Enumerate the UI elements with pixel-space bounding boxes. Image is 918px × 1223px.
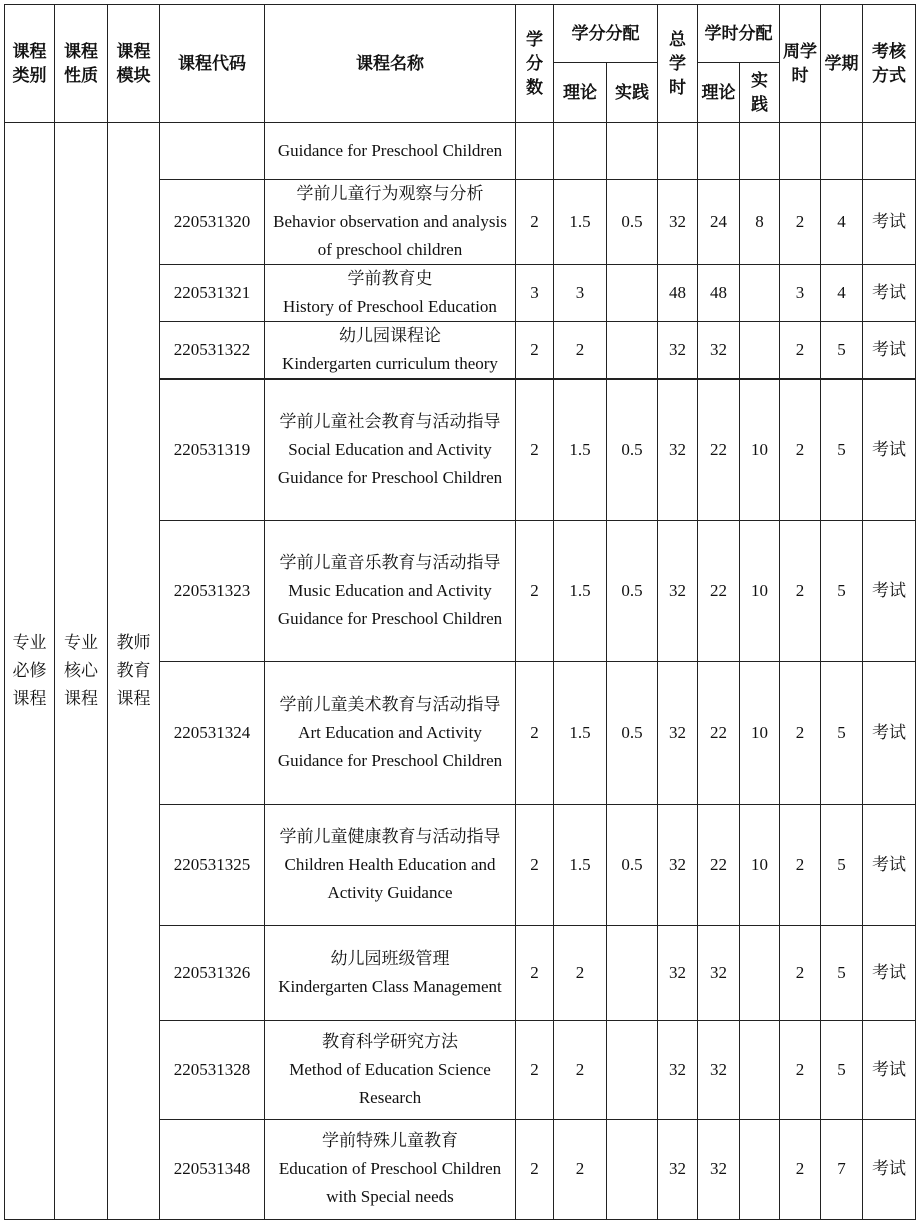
credit-practice: 0.5 [607,180,658,265]
total-hours: 48 [658,265,698,322]
credit-theory: 2 [554,925,607,1020]
header-hour-alloc: 学时分配 [698,5,780,63]
course-name [265,322,516,380]
course-name-en: Education of Preschool Children with Special needs [278,1159,502,1206]
course-name-en: Kindergarten curriculum theory [282,354,498,373]
hour-theory: 48 [698,265,740,322]
credit-theory: 3 [554,265,607,322]
credits: 2 [516,804,554,925]
semester: 5 [821,379,863,520]
weekly-hours: 2 [780,925,821,1020]
credit-practice: 0.5 [607,661,658,804]
weekly-hours: 2 [780,661,821,804]
course-name-cn: 学前教育史 [347,269,433,288]
credit-theory: 1.5 [554,180,607,265]
weekly-hours: 2 [780,1119,821,1219]
hour-practice [740,265,780,322]
hour-practice: 8 [740,180,780,265]
credit-theory [554,123,607,180]
course-name-en: Guidance for Preschool Children [277,141,503,160]
course-code [160,123,265,180]
course-name-en: History of Preschool Education [283,297,497,316]
semester: 5 [821,1020,863,1119]
course-name-en: Music Education and Activity Guidance for Preschool Children [277,580,503,628]
credit-practice [607,265,658,322]
credits: 2 [516,925,554,1020]
course-name-cn: 学前儿童音乐教育与活动指导 [279,552,501,572]
hour-theory: 22 [698,520,740,661]
weekly-hours: 2 [780,1020,821,1119]
course-code: 220531328 [160,1020,265,1119]
credits: 2 [516,520,554,661]
total-hours: 32 [658,379,698,520]
credit-theory: 1.5 [554,520,607,661]
hour-practice [740,1119,780,1219]
assessment: 考试 [863,180,916,265]
course-name-cn: 学前特殊儿童教育 [322,1131,458,1150]
course-name-en: Behavior observation and analysis of preschool children [273,212,507,259]
total-hours: 32 [658,322,698,380]
credit-theory: 2 [554,1119,607,1219]
header-hour-practice: 实践 [740,63,780,123]
credit-practice: 0.5 [607,379,658,520]
credits: 2 [516,379,554,520]
total-hours: 32 [658,180,698,265]
hour-theory: 32 [698,1020,740,1119]
course-code: 220531320 [160,180,265,265]
course-name-en: Art Education and Activity Guidance for Preschool Children [277,722,503,770]
course-name-en: Method of Education Science Research [289,1059,491,1107]
course-code: 220531348 [160,1119,265,1219]
header-credit-theory: 理论 [554,63,607,123]
semester: 7 [821,1119,863,1219]
hour-practice: 10 [740,379,780,520]
course-code: 220531319 [160,379,265,520]
course-name-cn: 学前儿童美术教育与活动指导 [279,694,501,714]
course-code: 220531321 [160,265,265,322]
group-module: 教师教育课程 [108,123,160,1220]
hour-theory: 32 [698,925,740,1020]
course-name-cn: 幼儿园班级管理 [330,948,450,968]
credit-practice [607,1020,658,1119]
hour-practice [740,1020,780,1119]
header-name: 课程名称 [265,5,516,123]
hour-practice [740,322,780,380]
hour-practice: 10 [740,804,780,925]
credit-practice: 0.5 [607,520,658,661]
total-hours: 32 [658,804,698,925]
header-credit-alloc: 学分分配 [554,5,658,63]
hour-practice: 10 [740,520,780,661]
course-table-wrapper [4,4,916,1220]
semester: 5 [821,520,863,661]
hour-theory [698,123,740,180]
course-name [265,804,516,925]
weekly-hours [780,123,821,180]
semester [821,123,863,180]
hour-theory: 22 [698,804,740,925]
assessment: 考试 [863,379,916,520]
semester: 5 [821,804,863,925]
header-nature: 课程性质 [55,5,108,123]
course-name-en: Kindergarten Class Management [278,976,502,996]
weekly-hours: 2 [780,379,821,520]
hour-theory: 22 [698,661,740,804]
hour-theory: 32 [698,1119,740,1219]
weekly-hours: 2 [780,804,821,925]
course-name [265,265,516,322]
header-semester: 学期 [821,5,863,123]
header-credits: 学分数 [516,5,554,123]
hour-theory: 22 [698,379,740,520]
assessment: 考试 [863,925,916,1020]
hour-theory: 32 [698,322,740,380]
total-hours [658,123,698,180]
credit-practice [607,925,658,1020]
course-table [4,4,916,1220]
semester: 4 [821,265,863,322]
credit-theory: 2 [554,322,607,380]
semester: 5 [821,322,863,380]
course-name-cn: 学前儿童社会教育与活动指导 [279,411,501,431]
credits: 2 [516,180,554,265]
total-hours: 32 [658,925,698,1020]
course-code: 220531325 [160,804,265,925]
course-code: 220531322 [160,322,265,380]
credit-practice [607,123,658,180]
header-code: 课程代码 [160,5,265,123]
course-name-en: Children Health Education and Activity Guidance [284,854,496,902]
course-name-cn: 幼儿园课程论 [339,326,441,345]
total-hours: 32 [658,661,698,804]
credit-theory: 1.5 [554,379,607,520]
total-hours: 32 [658,1020,698,1119]
course-code: 220531324 [160,661,265,804]
credits [516,123,554,180]
header-hour-theory: 理论 [698,63,740,123]
group-nature: 专业核心课程 [55,123,108,1220]
credit-practice [607,322,658,380]
assessment: 考试 [863,1020,916,1119]
weekly-hours: 2 [780,520,821,661]
course-name-en: Social Education and Activity Guidance for Preschool Children [277,439,503,487]
header-assessment: 考核方式 [863,5,916,123]
course-code: 220531326 [160,925,265,1020]
credit-practice: 0.5 [607,804,658,925]
course-name [265,925,516,1020]
course-name [265,180,516,265]
credits: 3 [516,265,554,322]
course-code: 220531323 [160,520,265,661]
header-category: 课程类别 [5,5,55,123]
course-name [265,379,516,520]
credits: 2 [516,661,554,804]
total-hours: 32 [658,1119,698,1219]
assessment: 考试 [863,1119,916,1219]
course-name [265,1020,516,1119]
weekly-hours: 2 [780,180,821,265]
assessment [863,123,916,180]
assessment: 考试 [863,322,916,380]
course-name [265,520,516,661]
table-row [5,123,916,180]
credit-practice [607,1119,658,1219]
header-total-hours: 总学时 [658,5,698,123]
header-module: 课程模块 [108,5,160,123]
course-name [265,661,516,804]
assessment: 考试 [863,520,916,661]
credits: 2 [516,1119,554,1219]
course-name-cn: 教育科学研究方法 [322,1031,458,1051]
credits: 2 [516,322,554,380]
assessment: 考试 [863,804,916,925]
header-credit-practice: 实践 [607,63,658,123]
course-name [265,123,516,180]
header-weekly-hours: 周学时 [780,5,821,123]
semester: 5 [821,925,863,1020]
credit-theory: 2 [554,1020,607,1119]
hour-practice: 10 [740,661,780,804]
weekly-hours: 3 [780,265,821,322]
hour-practice [740,123,780,180]
credit-theory: 1.5 [554,661,607,804]
semester: 4 [821,180,863,265]
group-category: 专业必修课程 [5,123,55,1220]
course-name [265,1119,516,1219]
course-name-cn: 学前儿童健康教育与活动指导 [279,826,501,846]
credit-theory: 1.5 [554,804,607,925]
course-name-cn: 学前儿童行为观察与分析 [296,184,484,203]
weekly-hours: 2 [780,322,821,380]
hour-theory: 24 [698,180,740,265]
total-hours: 32 [658,520,698,661]
assessment: 考试 [863,265,916,322]
semester: 5 [821,661,863,804]
header-row-1 [5,5,916,63]
hour-practice [740,925,780,1020]
assessment: 考试 [863,661,916,804]
credits: 2 [516,1020,554,1119]
